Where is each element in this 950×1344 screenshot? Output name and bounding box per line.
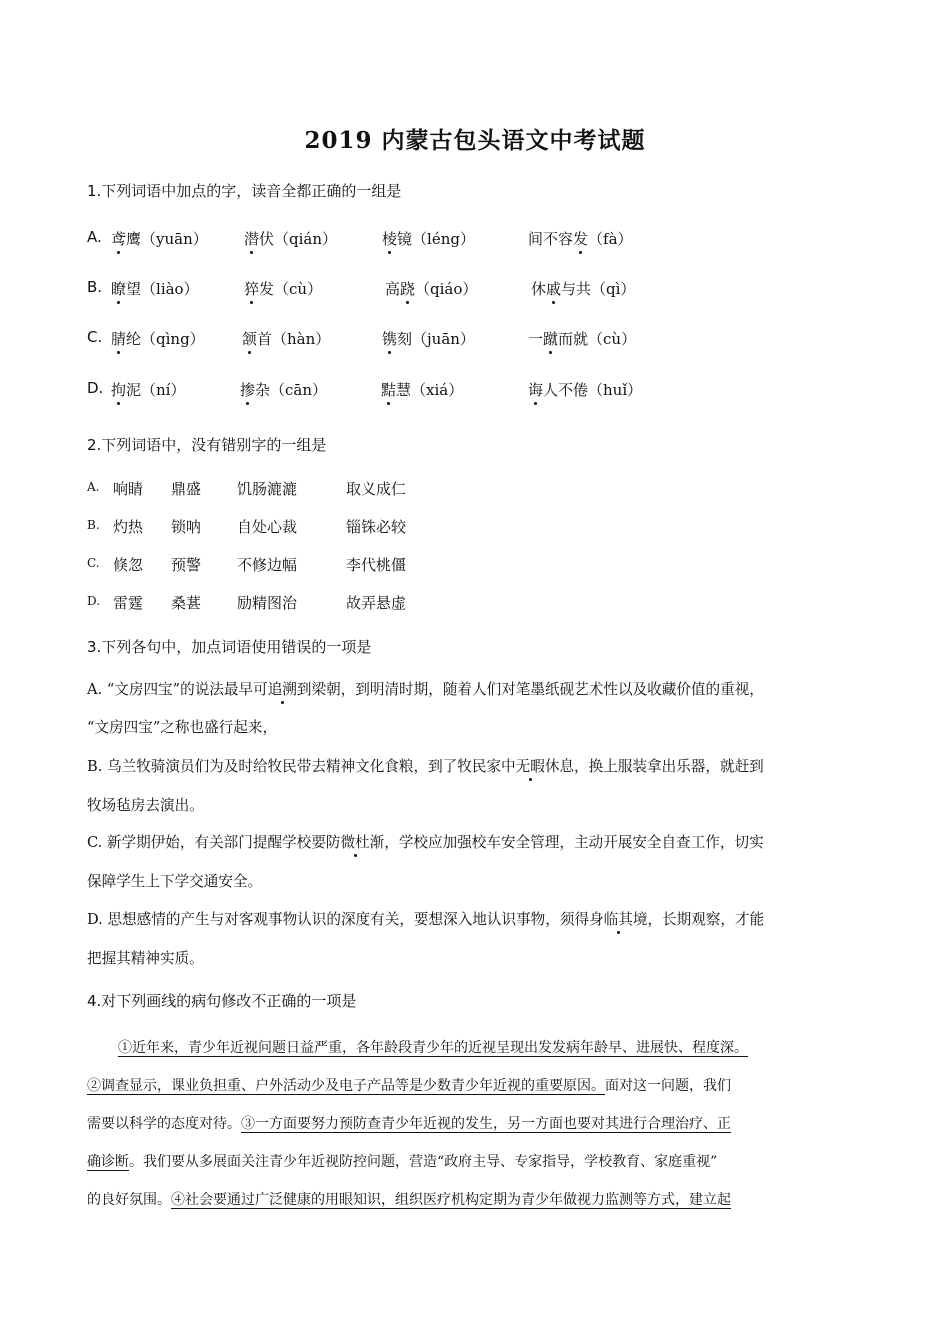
option-letter: B. <box>87 278 103 296</box>
option-letter: A. <box>87 480 100 494</box>
q4-passage-line-3: 需要以科学的态度对待。③一方面要努力预防查青少年近视的发生，另一方面也要对其进行合理治疗、正 <box>87 1116 731 1132</box>
option-letter: C. <box>87 328 103 346</box>
option-letter: C. <box>87 556 100 570</box>
q3-option-d-line-2: 把握其精神实质。 <box>87 950 204 967</box>
option-letter: B. <box>87 518 100 532</box>
q3-option-a-line-2: “文房四宝”之称也盛行起来， <box>87 719 278 736</box>
q1-b-item-1: 瞭望（liào） <box>111 280 199 298</box>
q4-passage-line-1: ①近年来，青少年近视问题日益严重，各年龄段青少年的近视呈现出发发病年龄早、进展快、程度深。 <box>118 1040 748 1056</box>
option-letter: D. <box>87 379 104 397</box>
q1-c-item-2: 颔首（hàn） <box>242 330 331 348</box>
q3-option-b-line-2: 牧场毡房去演出。 <box>87 797 204 814</box>
q1-b-item-3: 高跷（qiáo） <box>385 280 478 298</box>
q1-a-item-1: 鸢鹰（yuān） <box>111 230 208 248</box>
q1-d-item-3: 黠慧（xiá） <box>381 381 464 399</box>
q1-d-item-4: 诲人不倦（huǐ） <box>528 381 643 399</box>
q4-passage-line-2: ②调查显示，课业负担重、户外活动少及电子产品等是少数青少年近视的重要原因。面对这一问题，我们 <box>87 1078 731 1094</box>
question-3-stem: 3.下列各句中，加点词语使用错误的一项是 <box>87 638 372 656</box>
q1-c-item-3: 镌刻（juān） <box>382 330 475 348</box>
option-letter: A. <box>87 228 102 246</box>
q1-d-item-1: 拘泥（ní） <box>111 381 186 399</box>
question-1-stem: 1.下列词语中加点的字，读音全都正确的一组是 <box>87 182 402 200</box>
q1-a-item-2: 潜伏（qián） <box>244 230 338 248</box>
q1-b-item-4: 休戚与共（qì） <box>531 280 636 298</box>
q1-c-item-1: 腈纶（qìng） <box>111 330 205 348</box>
question-4-stem: 4.对下列画线的病句修改不正确的一项是 <box>87 992 357 1010</box>
exam-page: 2019 内蒙古包头语文中考试题 1.下列词语中加点的字，读音全都正确的一组是 A. 鸢鹰（yuān） 潜伏（qián） 棱镜（léng） 间不容发（fà） B. 瞭望（liào） 猝发（cù） 高跷（qiáo） 休戚与共（qì） C. 腈纶（qìng） 颔首（hàn） 镌刻（juān） 一蹴而就（cù） D. 拘泥（ní） 掺杂（cān） 黠慧（xiá） 诲人不倦（huǐ） 2.下列词语中，没有错别字的一组是 A. 响睛 鼎盛 饥肠漉漉 取义成仁 B. 灼热 锁呐 自处心裁 锱铢必较 C. 倏忽 预警 不修边幅 李代桃僵 D. 雷霆 桑葚 励精图治 故弄悬虚 3.下列各句中，加点词语使用错误的一项是 A. “文房四宝”的说法最早可追溯到梁朝，到明清时期，随着人们对笔墨纸砚艺术性以及收藏价值的重视， “文房四宝”之称也盛行起来， B. 乌兰牧骑演员们为及时给牧民带去精神文化食粮，到了牧民家中无暇休息，换上服装拿出乐器，就赶到 牧场毡房去演出。 C. 新学期伊始，有关部门提醒学校要防微杜渐，学校应加强校车安全管理，主动开展安全自查工作，切实 保障学生上下学交通安全。 D. 思想感情的产生与对客观事物认识的深度有关，要想深入地认识事物，须得身临其境，长期观察，才能 把握其精神实质。 4.对下列画线的病句修改不正确的一项是 ①近年来，青少年近视问题日益严重，各年龄段青少年的近视呈现出发发病年龄早、进展快、程度深。 ②调查显示，课业负担重、户外活动少及电子产品等是少数青少年近视的重要原因。面对这一问题，我们 需要以科学的态度对待。③一方面要努力预防查青少年近视的发生，另一方面也要对其进行合理治疗、正 确诊断。我们要从多展面关注青少年近视防控问题，营造“政府主导、专家指导，学校教育、家庭重视” 的良好氛围。④社会要通过广泛健康的用眼知识，组织医疗机构定期为青少年做视力监测等方式，建立起 <box>0 0 950 1344</box>
q3-option-d-line-1[interactable]: D. 思想感情的产生与对客观事物认识的深度有关，要想深入地认识事物，须得身临其境，长期观察，才能 <box>87 911 765 928</box>
q4-passage-line-4: 确诊断。我们要从多展面关注青少年近视防控问题，营造“政府主导、专家指导，学校教育、家庭重视” <box>87 1154 718 1170</box>
q1-b-item-2: 猝发（cù） <box>244 280 323 298</box>
q1-a-item-3: 棱镜（léng） <box>382 230 475 248</box>
q1-a-item-4: 间不容发（fà） <box>528 230 633 248</box>
option-letter: D. <box>87 594 101 608</box>
question-2-stem: 2.下列词语中，没有错别字的一组是 <box>87 436 327 454</box>
q1-d-item-2: 掺杂（cān） <box>240 381 328 399</box>
q4-passage-line-5: 的良好氛围。④社会要通过广泛健康的用眼知识，组织医疗机构定期为青少年做视力监测等方式，建立起 <box>87 1192 731 1208</box>
q1-c-item-4: 一蹴而就（cù） <box>528 330 637 348</box>
q3-option-c-line-1[interactable]: C. 新学期伊始，有关部门提醒学校要防微杜渐，学校应加强校车安全管理，主动开展安全自查工作，切实 <box>87 834 764 851</box>
q3-option-a-line-1[interactable]: A. “文房四宝”的说法最早可追溯到梁朝，到明清时期，随着人们对笔墨纸砚艺术性以及收藏价值的重视， <box>87 681 764 698</box>
page-title: 2019 内蒙古包头语文中考试题 <box>304 127 646 154</box>
q3-option-b-line-1[interactable]: B. 乌兰牧骑演员们为及时给牧民带去精神文化食粮，到了牧民家中无暇休息，换上服装拿出乐器，就赶到 <box>87 758 764 775</box>
q3-option-c-line-2: 保障学生上下学交通安全。 <box>87 873 263 890</box>
